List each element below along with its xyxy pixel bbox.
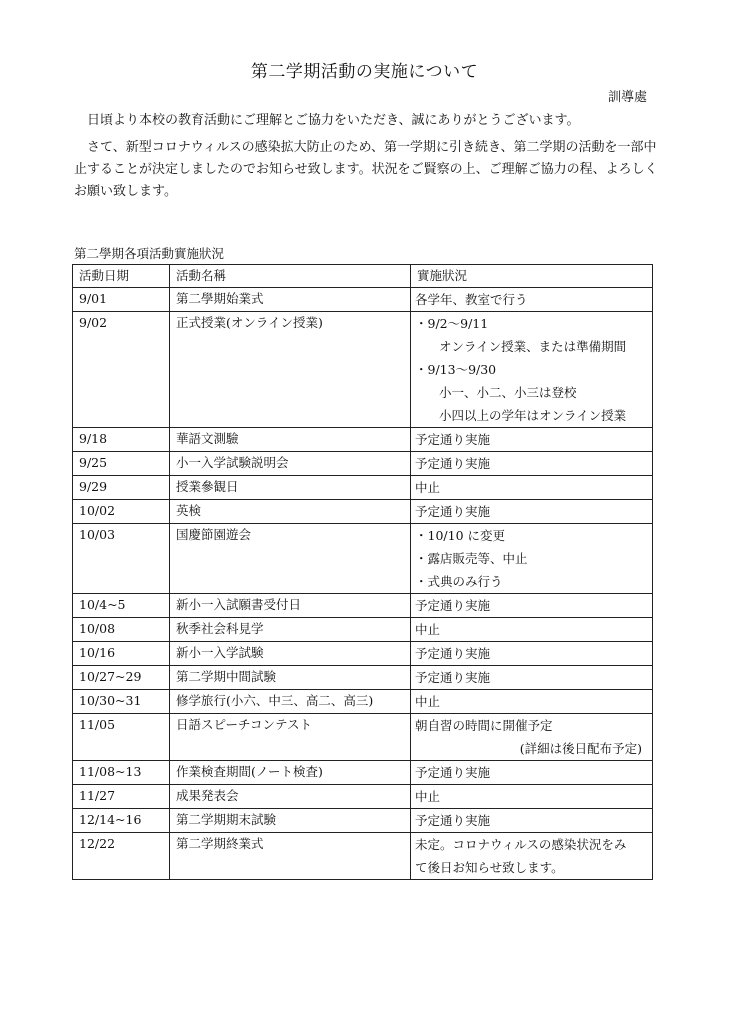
table-row xyxy=(73,524,653,594)
status-line: オンライン授業、または準備期間 xyxy=(439,339,627,354)
table-row xyxy=(73,312,653,428)
table-caption: 第二學期各項活動實施狀況 xyxy=(74,246,225,261)
status-line: 予定通り実施 xyxy=(415,813,491,828)
activity-name-cell: 第二學期始業式 xyxy=(170,288,411,312)
issuer-label: 訓導處 xyxy=(607,90,647,105)
table-row xyxy=(73,785,653,809)
activity-status-cell xyxy=(411,428,653,452)
activity-date-cell: 10/02 xyxy=(73,500,170,524)
status-line: 小一、小二、小三は登校 xyxy=(439,385,577,400)
status-line: 予定通り実施 xyxy=(415,646,491,661)
activity-name-cell: 授業參観日 xyxy=(170,476,411,500)
activity-status-cell xyxy=(411,714,653,761)
status-line: 朝自習の時間に開催予定 xyxy=(415,718,553,733)
activity-date-cell: 10/16 xyxy=(73,642,170,666)
status-line: 中止 xyxy=(415,480,441,495)
table-row xyxy=(73,833,653,880)
activity-status-cell xyxy=(411,785,653,809)
table-row xyxy=(73,500,653,524)
activity-name-cell: 新小一入学試験 xyxy=(170,642,411,666)
activity-status-cell xyxy=(411,452,653,476)
activity-status-cell xyxy=(411,761,653,785)
document-title: 第二学期活動の実施について xyxy=(250,62,479,82)
status-line: ・式典のみ行う xyxy=(415,574,503,589)
status-line: (詳細は後日配布予定) xyxy=(519,741,642,756)
activity-status-cell xyxy=(411,312,653,428)
status-line: 予定通り実施 xyxy=(415,598,491,613)
activity-name-cell: 新小一入試願書受付日 xyxy=(170,594,411,618)
table-row xyxy=(73,594,653,618)
status-line: 予定通り実施 xyxy=(415,670,491,685)
activity-date-cell: 9/01 xyxy=(73,288,170,312)
activity-status-cell xyxy=(411,666,653,690)
status-line: ・10/10 に変更 xyxy=(415,528,505,543)
status-line: 中止 xyxy=(415,789,441,804)
activity-name-cell: 小一入学試験説明会 xyxy=(170,452,411,476)
activity-status-cell xyxy=(411,288,653,312)
activity-name-cell: 第二学期中間試験 xyxy=(170,666,411,690)
status-line: ・9/13〜9/30 xyxy=(415,362,497,377)
table-row xyxy=(73,761,653,785)
status-line: 予定通り実施 xyxy=(415,432,491,447)
status-line: 予定通り実施 xyxy=(415,456,491,471)
status-line: て後日お知らせ致します。 xyxy=(415,860,564,875)
activity-name-cell: 華語文測驗 xyxy=(170,428,411,452)
table-row xyxy=(73,714,653,761)
table-row xyxy=(73,428,653,452)
activity-name-cell: 国慶節園遊会 xyxy=(170,524,411,594)
activity-name-cell: 英検 xyxy=(170,500,411,524)
activity-name-cell: 修学旅行(小六、中三、高二、高三) xyxy=(170,690,411,714)
activity-date-cell: 10/03 xyxy=(73,524,170,594)
table-row xyxy=(73,642,653,666)
status-line: 中止 xyxy=(415,694,441,709)
table-header-row xyxy=(73,265,653,288)
activity-date-cell: 10/27~29 xyxy=(73,666,170,690)
table-row xyxy=(73,288,653,312)
status-line: 小四以上の学年はオンライン授業 xyxy=(439,408,627,423)
activity-name-cell: 日語スピーチコンテスト xyxy=(170,714,411,761)
status-line: 予定通り実施 xyxy=(415,765,491,780)
activity-status-cell xyxy=(411,524,653,594)
activity-name-cell: 成果発表会 xyxy=(170,785,411,809)
table-body xyxy=(73,288,653,880)
header-date: 活動日期 xyxy=(73,265,170,288)
activity-status-cell xyxy=(411,833,653,880)
table-row xyxy=(73,452,653,476)
header-activity-name: 活動名稱 xyxy=(170,265,411,288)
table-row xyxy=(73,618,653,642)
status-line: ・露店販売等、中止 xyxy=(415,551,528,566)
notice-paragraph: さて、新型コロナウィルスの感染拡大防止のため、第一学期に引き続き、第二学期の活動を一部中止することが決定しましたのでお知らせ致します。状況をご賢察の上、ご理解ご協力の程、よろしくお願い致します。 xyxy=(74,140,658,199)
table-row xyxy=(73,476,653,500)
activity-status-cell xyxy=(411,618,653,642)
status-line: ・9/2〜9/11 xyxy=(415,316,489,331)
activity-date-cell: 9/25 xyxy=(73,452,170,476)
activity-date-cell: 9/18 xyxy=(73,428,170,452)
activity-date-cell: 11/08~13 xyxy=(73,761,170,785)
table-row xyxy=(73,690,653,714)
status-line: 各学年、教室で行う xyxy=(415,292,528,307)
activity-status-cell xyxy=(411,642,653,666)
activity-name-cell: 第二学期終業式 xyxy=(170,833,411,880)
table-row xyxy=(73,666,653,690)
activity-status-cell xyxy=(411,594,653,618)
activity-status-cell xyxy=(411,476,653,500)
activity-name-cell: 第二学期期末試験 xyxy=(170,809,411,833)
table-row xyxy=(73,809,653,833)
status-line: 中止 xyxy=(415,622,441,637)
activity-date-cell: 9/29 xyxy=(73,476,170,500)
activity-date-cell: 12/22 xyxy=(73,833,170,880)
activity-schedule-table xyxy=(72,264,653,880)
header-status: 實施狀況 xyxy=(411,265,653,288)
activity-date-cell: 11/27 xyxy=(73,785,170,809)
activity-date-cell: 10/4~5 xyxy=(73,594,170,618)
activity-date-cell: 10/08 xyxy=(73,618,170,642)
activity-status-cell xyxy=(411,500,653,524)
intro-paragraph: 日頃より本校の教育活動にご理解とご協力をいただき、誠にありがとうございます。 xyxy=(87,113,580,128)
activity-date-cell: 11/05 xyxy=(73,714,170,761)
status-line: 予定通り実施 xyxy=(415,504,491,519)
status-line: 未定。コロナウィルスの感染状況をみ xyxy=(415,837,627,852)
activity-status-cell xyxy=(411,690,653,714)
activity-status-cell xyxy=(411,809,653,833)
activity-name-cell: 秋季社会科見学 xyxy=(170,618,411,642)
activity-date-cell: 9/02 xyxy=(73,312,170,428)
activity-date-cell: 12/14~16 xyxy=(73,809,170,833)
activity-name-cell: 正式授業(オンライン授業) xyxy=(170,312,411,428)
activity-date-cell: 10/30~31 xyxy=(73,690,170,714)
activity-name-cell: 作業検査期間(ノート検査) xyxy=(170,761,411,785)
